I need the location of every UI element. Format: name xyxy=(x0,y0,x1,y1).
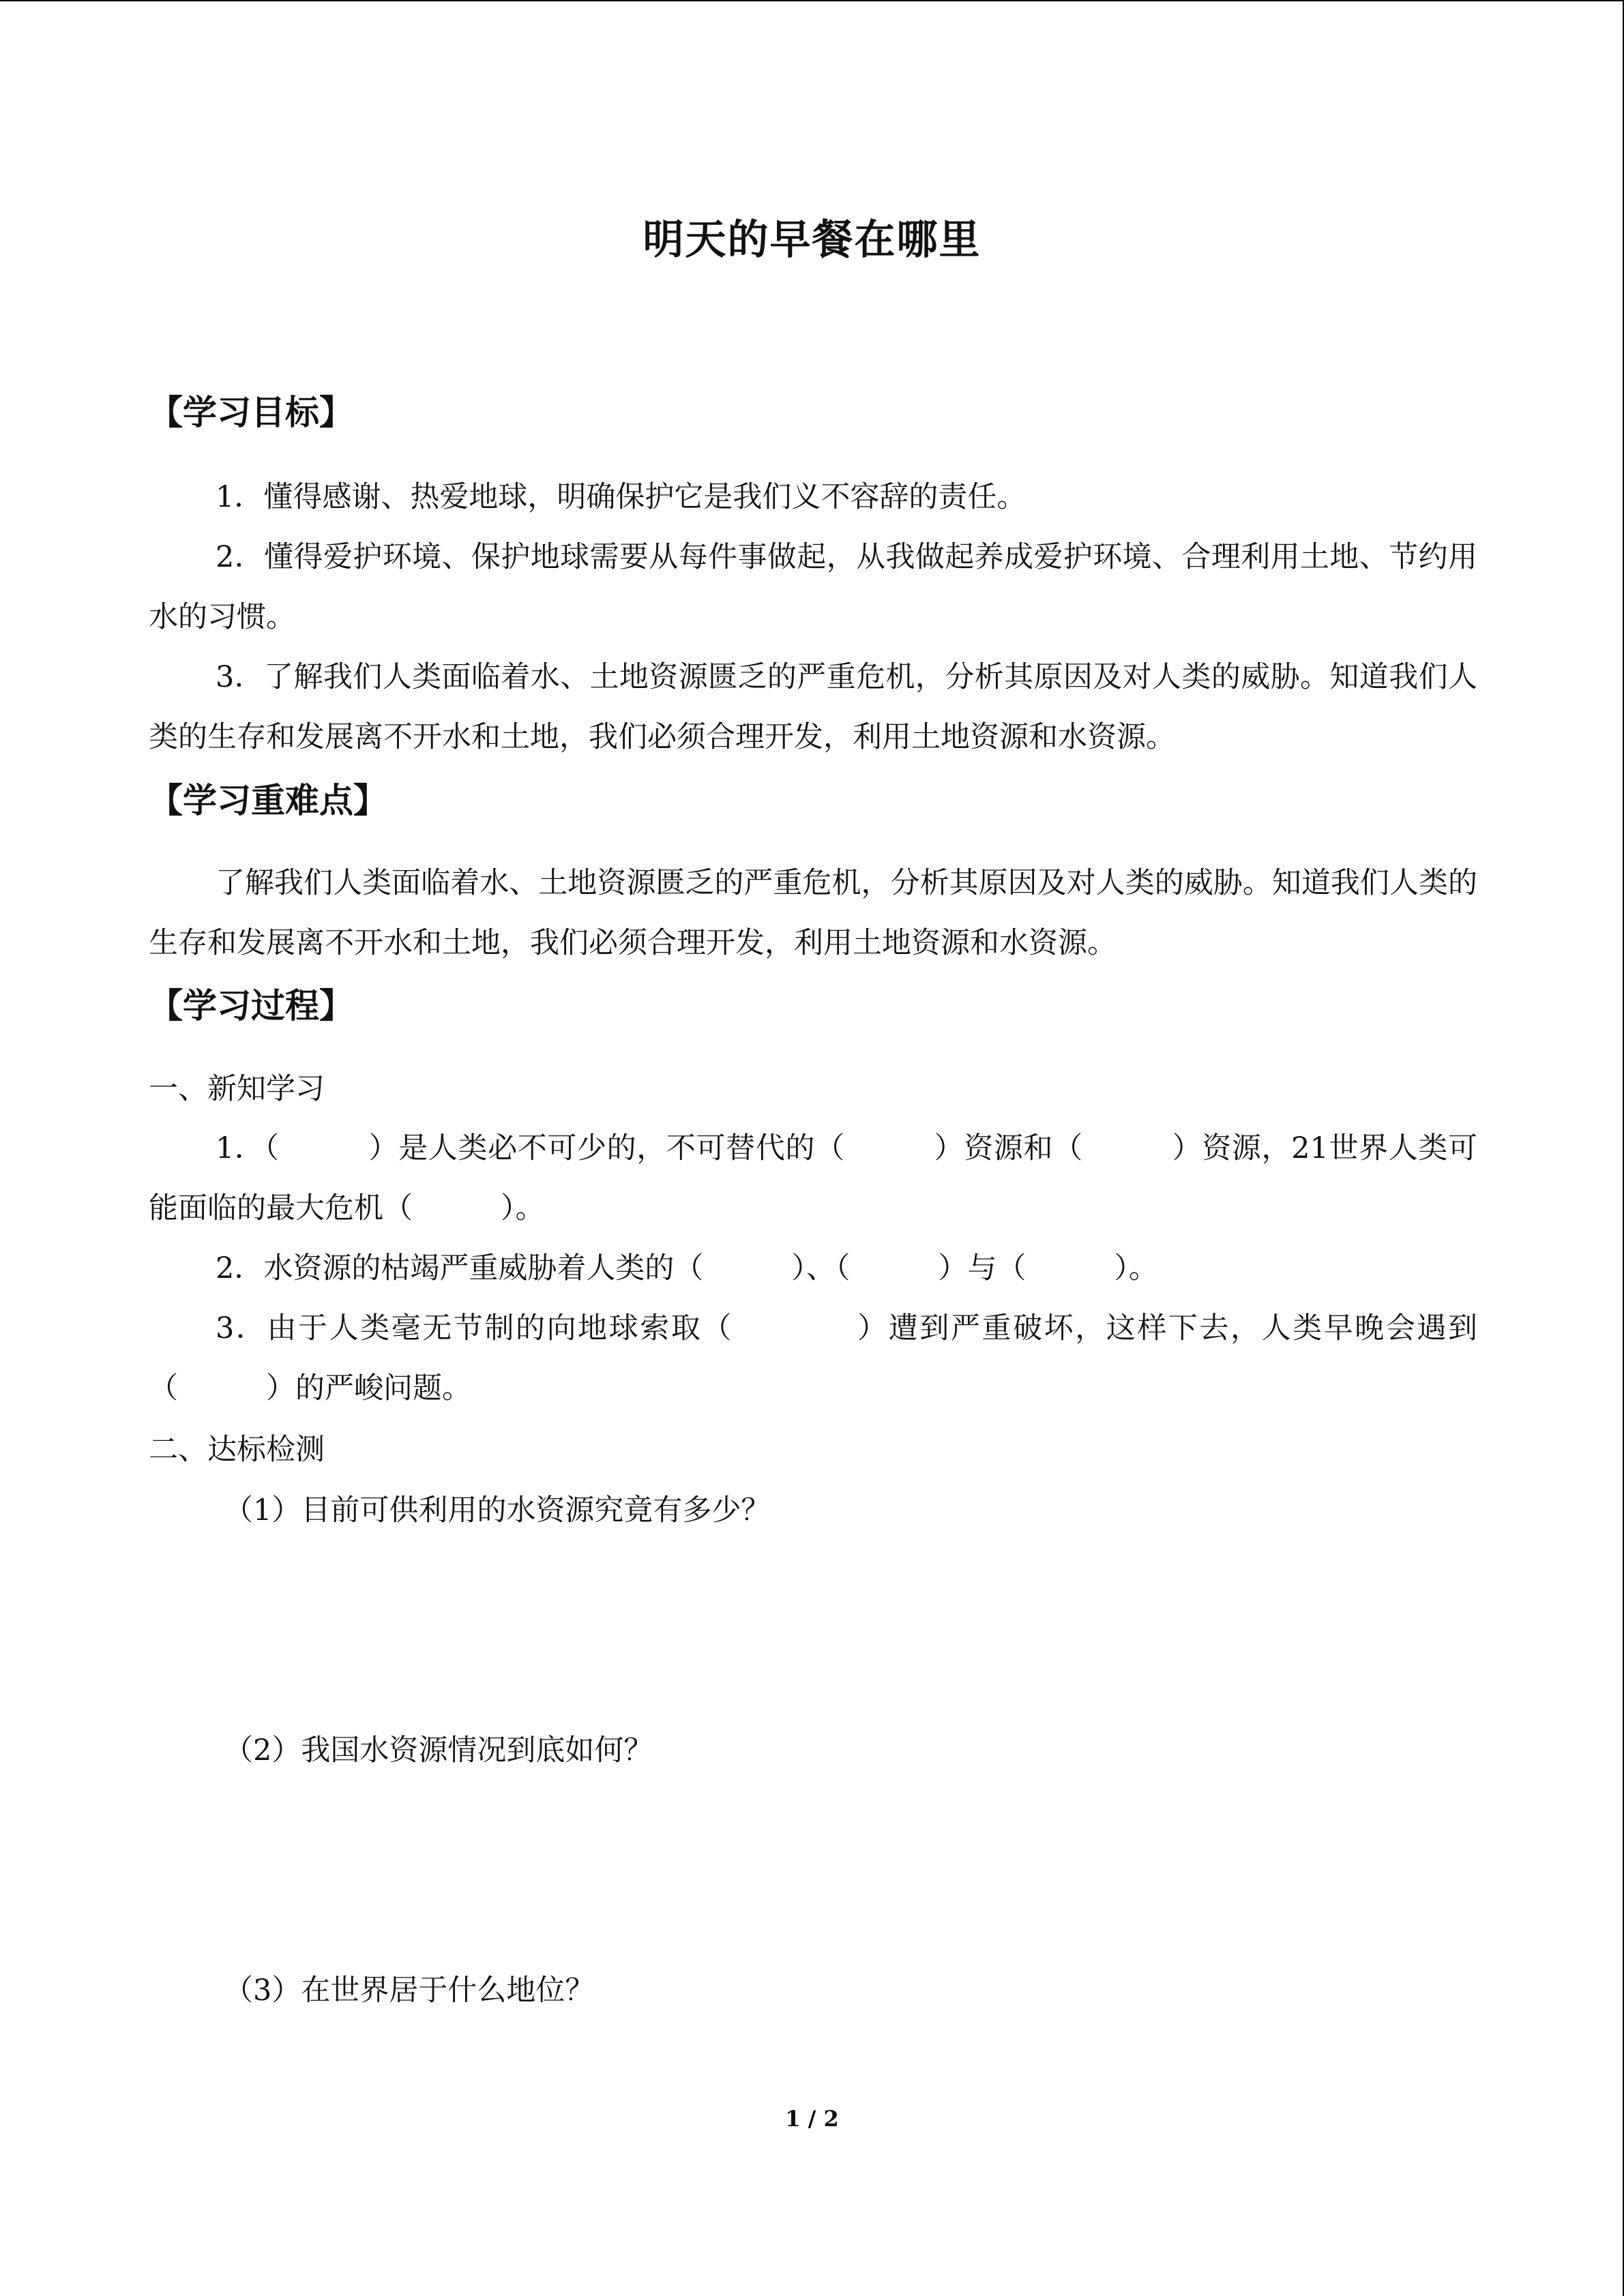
part2-title: 二、达标检测 xyxy=(149,1433,325,1467)
question-2: （2）我国水资源情况到底如何？ xyxy=(224,1733,653,1768)
question-1: （1）目前可供利用的水资源究竟有多少？ xyxy=(224,1493,771,1527)
question-3: （3）在世界居于什么地位？ xyxy=(224,1973,595,2008)
fill-blank-item-2: 2．水资源的枯竭严重威胁着人类的（ ）、（ ）与（ ）。 xyxy=(216,1251,1158,1285)
part1-title: 一、新知学习 xyxy=(149,1072,325,1106)
objective-item-1: 1．懂得感谢、热爱地球，明确保护它是我们义不容辞的责任。 xyxy=(216,480,1027,514)
section-heading-process: 【学习过程】 xyxy=(149,986,353,1026)
section-heading-key-points: 【学习重难点】 xyxy=(149,781,387,820)
fill-blank-item-3: 3．由于人类毫无节制的向地球索取（ ）遭到严重破坏，这样下去，人类早晚会遇到（ ）的严峻问题。 xyxy=(149,1311,1477,1405)
section-heading-objectives: 【学习目标】 xyxy=(149,393,353,432)
objective-item-3: 3．了解我们人类面临着水、土地资源匮乏的严重危机，分析其原因及对人类的威胁。知道我们人类的生存和发展离不开水和土地，我们必须合理开发，利用土地资源和水资源。 xyxy=(149,660,1477,754)
page-number: 1 / 2 xyxy=(785,2106,839,2132)
page-title: 明天的早餐在哪里 xyxy=(643,216,981,264)
key-points-text: 了解我们人类面临着水、土地资源匮乏的严重危机，分析其原因及对人类的威胁。知道我们人类的生存和发展离不开水和土地，我们必须合理开发，利用土地资源和水资源。 xyxy=(149,866,1477,960)
objective-item-2: 2．懂得爱护环境、保护地球需要从每件事做起，从我做起养成爱护环境、合理利用土地、节约用水的习惯。 xyxy=(149,540,1477,634)
fill-blank-item-1: 1．（ ）是人类必不可少的，不可替代的（ ）资源和（ ）资源，21世界人类可能面临的最大危机（ ）。 xyxy=(149,1131,1477,1225)
